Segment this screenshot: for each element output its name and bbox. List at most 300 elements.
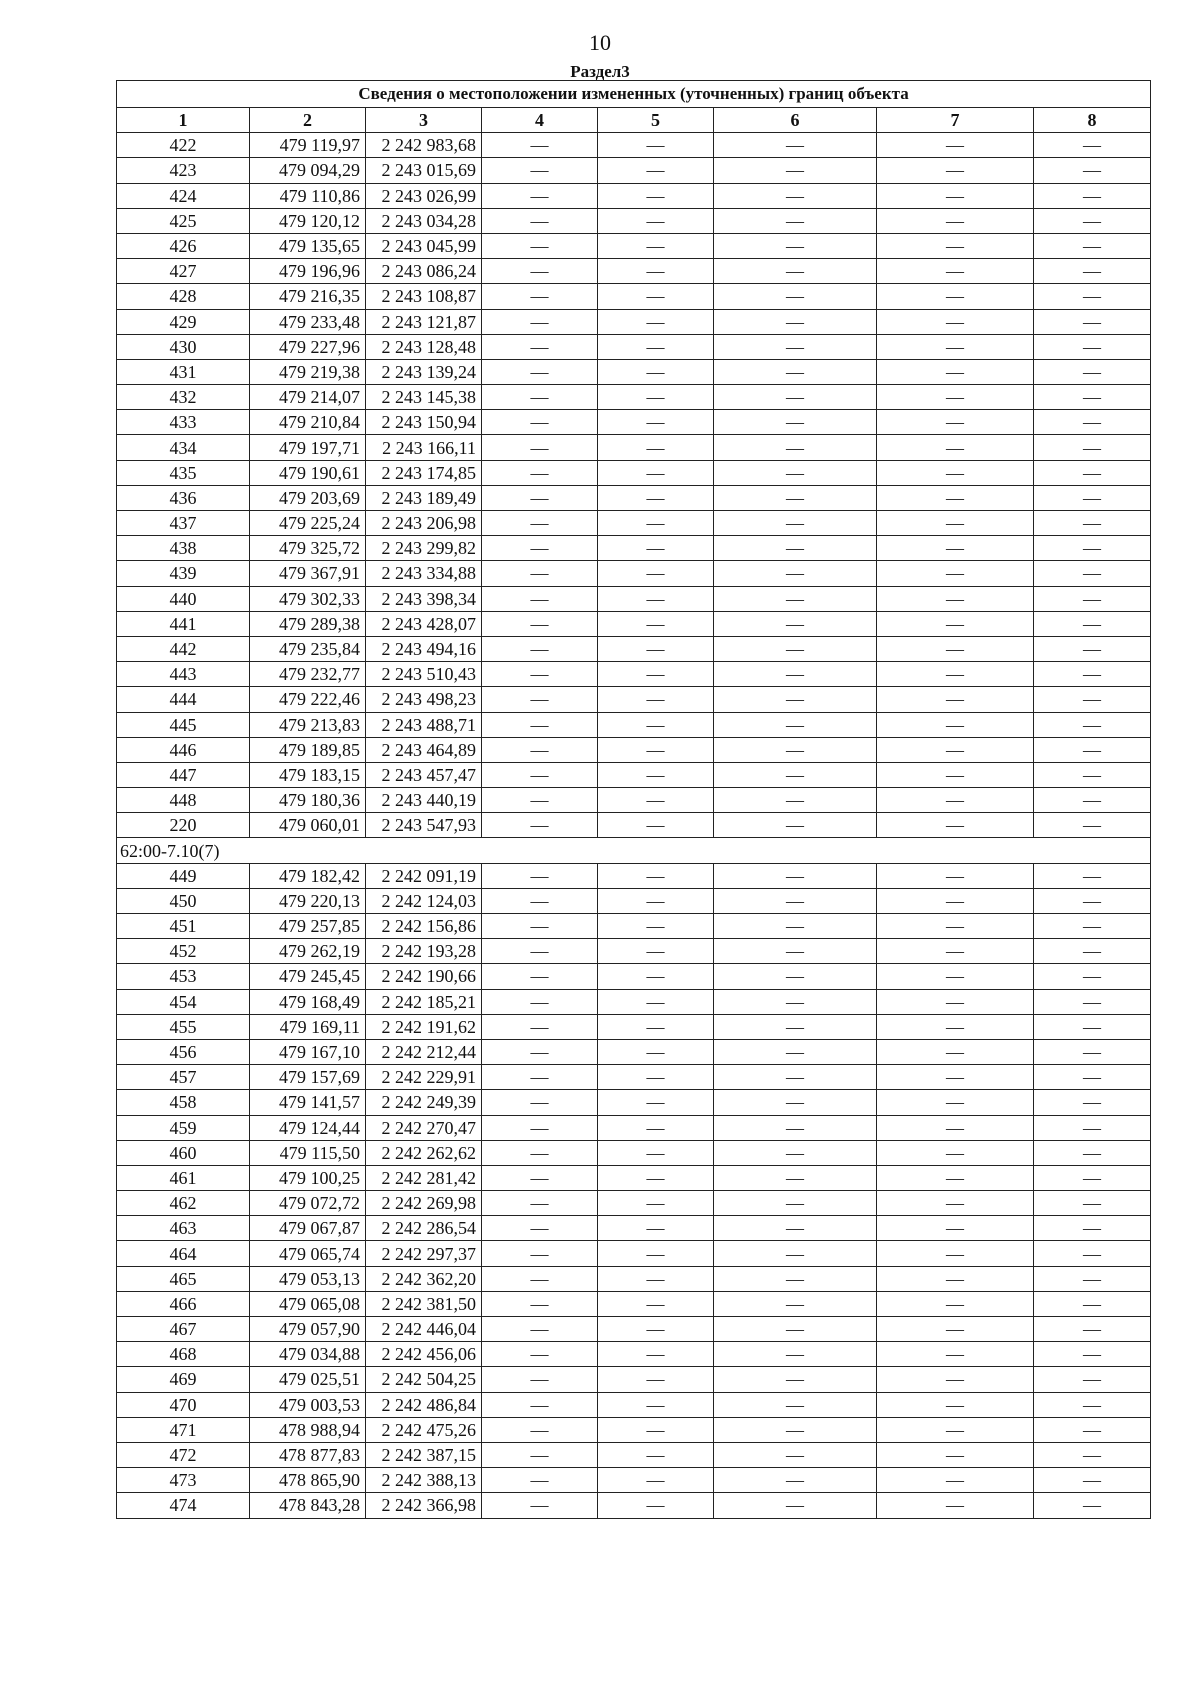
empty-value-cell: — [714, 888, 877, 913]
empty-value-cell: — [482, 309, 598, 334]
empty-value-cell: — [714, 1039, 877, 1064]
point-number-cell: 468 [117, 1342, 250, 1367]
empty-value-cell: — [482, 863, 598, 888]
empty-value-cell: — [877, 762, 1034, 787]
empty-value-cell: — [714, 485, 877, 510]
empty-value-cell: — [877, 158, 1034, 183]
empty-value-cell: — [598, 687, 714, 712]
point-number-cell: 464 [117, 1241, 250, 1266]
empty-value-cell: — [1034, 133, 1151, 158]
y-coordinate-cell: 2 242 124,03 [366, 888, 482, 913]
empty-value-cell: — [482, 1065, 598, 1090]
point-number-cell: 473 [117, 1468, 250, 1493]
table-row [117, 511, 1151, 536]
empty-value-cell: — [598, 813, 714, 838]
empty-value-cell: — [1034, 259, 1151, 284]
x-coordinate-cell: 479 196,96 [250, 259, 366, 284]
point-number-cell: 431 [117, 359, 250, 384]
point-number-cell: 467 [117, 1317, 250, 1342]
empty-value-cell: — [877, 460, 1034, 485]
y-coordinate-cell: 2 242 446,04 [366, 1317, 482, 1342]
empty-value-cell: — [877, 863, 1034, 888]
y-coordinate-cell: 2 243 457,47 [366, 762, 482, 787]
x-coordinate-cell: 479 003,53 [250, 1392, 366, 1417]
empty-value-cell: — [482, 586, 598, 611]
table-caption: Сведения о местоположении измененных (уточненных) границ объекта [117, 81, 1151, 108]
y-coordinate-cell: 2 243 121,87 [366, 309, 482, 334]
empty-value-cell: — [877, 687, 1034, 712]
point-number-cell: 461 [117, 1165, 250, 1190]
empty-value-cell: — [598, 939, 714, 964]
x-coordinate-cell: 479 222,46 [250, 687, 366, 712]
empty-value-cell: — [1034, 636, 1151, 661]
y-coordinate-cell: 2 243 299,82 [366, 536, 482, 561]
table-row [117, 1014, 1151, 1039]
empty-value-cell: — [877, 1442, 1034, 1467]
empty-value-cell: — [877, 989, 1034, 1014]
empty-value-cell: — [598, 284, 714, 309]
table-row [117, 687, 1151, 712]
x-coordinate-cell: 479 216,35 [250, 284, 366, 309]
x-coordinate-cell: 479 167,10 [250, 1039, 366, 1064]
y-coordinate-cell: 2 242 262,62 [366, 1140, 482, 1165]
empty-value-cell: — [598, 1165, 714, 1190]
x-coordinate-cell: 479 225,24 [250, 511, 366, 536]
empty-value-cell: — [877, 813, 1034, 838]
point-number-cell: 465 [117, 1266, 250, 1291]
column-header: 8 [1034, 108, 1151, 133]
y-coordinate-cell: 2 242 190,66 [366, 964, 482, 989]
x-coordinate-cell: 479 025,51 [250, 1367, 366, 1392]
table-row [117, 183, 1151, 208]
empty-value-cell: — [598, 359, 714, 384]
y-coordinate-cell: 2 243 488,71 [366, 712, 482, 737]
table-row [117, 158, 1151, 183]
point-number-cell: 459 [117, 1115, 250, 1140]
table-row [117, 410, 1151, 435]
x-coordinate-cell: 479 220,13 [250, 888, 366, 913]
y-coordinate-cell: 2 243 494,16 [366, 636, 482, 661]
empty-value-cell: — [714, 385, 877, 410]
empty-value-cell: — [482, 1442, 598, 1467]
point-number-cell: 426 [117, 233, 250, 258]
empty-value-cell: — [1034, 1140, 1151, 1165]
empty-value-cell: — [714, 1342, 877, 1367]
empty-value-cell: — [877, 536, 1034, 561]
table-row [117, 233, 1151, 258]
empty-value-cell: — [1034, 511, 1151, 536]
empty-value-cell: — [598, 183, 714, 208]
x-coordinate-cell: 479 302,33 [250, 586, 366, 611]
empty-value-cell: — [598, 662, 714, 687]
point-number-cell: 456 [117, 1039, 250, 1064]
y-coordinate-cell: 2 243 166,11 [366, 435, 482, 460]
point-number-cell: 462 [117, 1191, 250, 1216]
empty-value-cell: — [877, 586, 1034, 611]
empty-value-cell: — [714, 586, 877, 611]
empty-value-cell: — [1034, 1191, 1151, 1216]
point-number-cell: 441 [117, 611, 250, 636]
empty-value-cell: — [482, 762, 598, 787]
point-number-cell: 463 [117, 1216, 250, 1241]
empty-value-cell: — [714, 158, 877, 183]
table-row [117, 1417, 1151, 1442]
empty-value-cell: — [877, 1241, 1034, 1266]
table-row [117, 334, 1151, 359]
empty-value-cell: — [1034, 183, 1151, 208]
empty-value-cell: — [714, 762, 877, 787]
empty-value-cell: — [598, 133, 714, 158]
point-number-cell: 429 [117, 309, 250, 334]
empty-value-cell: — [1034, 1266, 1151, 1291]
y-coordinate-cell: 2 243 174,85 [366, 460, 482, 485]
empty-value-cell: — [714, 233, 877, 258]
empty-value-cell: — [877, 485, 1034, 510]
empty-value-cell: — [714, 1392, 877, 1417]
empty-value-cell: — [598, 460, 714, 485]
table-row [117, 813, 1151, 838]
y-coordinate-cell: 2 243 045,99 [366, 233, 482, 258]
empty-value-cell: — [714, 1468, 877, 1493]
table-row [117, 737, 1151, 762]
empty-value-cell: — [877, 511, 1034, 536]
empty-value-cell: — [598, 1191, 714, 1216]
y-coordinate-cell: 2 243 206,98 [366, 511, 482, 536]
empty-value-cell: — [1034, 334, 1151, 359]
empty-value-cell: — [1034, 410, 1151, 435]
table-row [117, 1039, 1151, 1064]
empty-value-cell: — [598, 1065, 714, 1090]
empty-value-cell: — [877, 435, 1034, 460]
empty-value-cell: — [714, 334, 877, 359]
empty-value-cell: — [1034, 1367, 1151, 1392]
point-number-cell: 474 [117, 1493, 250, 1518]
empty-value-cell: — [714, 1165, 877, 1190]
table-row [117, 611, 1151, 636]
column-header: 5 [598, 108, 714, 133]
y-coordinate-cell: 2 243 189,49 [366, 485, 482, 510]
empty-value-cell: — [1034, 1216, 1151, 1241]
empty-value-cell: — [714, 183, 877, 208]
x-coordinate-cell: 479 210,84 [250, 410, 366, 435]
y-coordinate-cell: 2 243 428,07 [366, 611, 482, 636]
empty-value-cell: — [598, 1468, 714, 1493]
x-coordinate-cell: 479 235,84 [250, 636, 366, 661]
empty-value-cell: — [482, 687, 598, 712]
empty-value-cell: — [482, 939, 598, 964]
empty-value-cell: — [877, 1342, 1034, 1367]
empty-value-cell: — [598, 536, 714, 561]
table-row [117, 1367, 1151, 1392]
empty-value-cell: — [482, 712, 598, 737]
empty-value-cell: — [1034, 737, 1151, 762]
point-number-cell: 447 [117, 762, 250, 787]
table-row [117, 914, 1151, 939]
empty-value-cell: — [598, 762, 714, 787]
empty-value-cell: — [598, 1140, 714, 1165]
empty-value-cell: — [714, 662, 877, 687]
empty-value-cell: — [877, 1090, 1034, 1115]
x-coordinate-cell: 479 367,91 [250, 561, 366, 586]
x-coordinate-cell: 478 843,28 [250, 1493, 366, 1518]
empty-value-cell: — [482, 1014, 598, 1039]
empty-value-cell: — [482, 183, 598, 208]
empty-value-cell: — [598, 1392, 714, 1417]
empty-value-cell: — [482, 334, 598, 359]
x-coordinate-cell: 479 197,71 [250, 435, 366, 460]
empty-value-cell: — [598, 410, 714, 435]
empty-value-cell: — [877, 1291, 1034, 1316]
empty-value-cell: — [1034, 435, 1151, 460]
y-coordinate-cell: 2 243 108,87 [366, 284, 482, 309]
empty-value-cell: — [1034, 888, 1151, 913]
empty-value-cell: — [482, 259, 598, 284]
point-number-cell: 450 [117, 888, 250, 913]
table-row [117, 1241, 1151, 1266]
empty-value-cell: — [482, 1165, 598, 1190]
empty-value-cell: — [482, 1266, 598, 1291]
empty-value-cell: — [1034, 1291, 1151, 1316]
empty-value-cell: — [1034, 485, 1151, 510]
table-row [117, 1065, 1151, 1090]
empty-value-cell: — [877, 233, 1034, 258]
table-row [117, 586, 1151, 611]
y-coordinate-cell: 2 242 366,98 [366, 1493, 482, 1518]
y-coordinate-cell: 2 242 270,47 [366, 1115, 482, 1140]
empty-value-cell: — [1034, 561, 1151, 586]
empty-value-cell: — [598, 712, 714, 737]
table-row [117, 359, 1151, 384]
empty-value-cell: — [877, 636, 1034, 661]
x-coordinate-cell: 479 219,38 [250, 359, 366, 384]
empty-value-cell: — [714, 1291, 877, 1316]
empty-value-cell: — [598, 435, 714, 460]
point-number-cell: 469 [117, 1367, 250, 1392]
point-number-cell: 220 [117, 813, 250, 838]
empty-value-cell: — [714, 687, 877, 712]
empty-value-cell: — [598, 233, 714, 258]
empty-value-cell: — [598, 863, 714, 888]
table-row [117, 1291, 1151, 1316]
empty-value-cell: — [1034, 611, 1151, 636]
empty-value-cell: — [1034, 1417, 1151, 1442]
y-coordinate-cell: 2 242 486,84 [366, 1392, 482, 1417]
empty-value-cell: — [1034, 233, 1151, 258]
table-row [117, 964, 1151, 989]
empty-value-cell: — [598, 1342, 714, 1367]
table-row [117, 1191, 1151, 1216]
empty-value-cell: — [877, 385, 1034, 410]
empty-value-cell: — [598, 1417, 714, 1442]
empty-value-cell: — [714, 511, 877, 536]
empty-value-cell: — [1034, 1065, 1151, 1090]
table-row [117, 1216, 1151, 1241]
empty-value-cell: — [714, 435, 877, 460]
y-coordinate-cell: 2 242 091,19 [366, 863, 482, 888]
y-coordinate-cell: 2 242 983,68 [366, 133, 482, 158]
empty-value-cell: — [598, 636, 714, 661]
empty-value-cell: — [714, 561, 877, 586]
empty-value-cell: — [714, 964, 877, 989]
table-row [117, 1090, 1151, 1115]
y-coordinate-cell: 2 243 150,94 [366, 410, 482, 435]
y-coordinate-cell: 2 242 297,37 [366, 1241, 482, 1266]
point-number-cell: 442 [117, 636, 250, 661]
empty-value-cell: — [877, 1065, 1034, 1090]
table-row [117, 1392, 1151, 1417]
empty-value-cell: — [1034, 863, 1151, 888]
empty-value-cell: — [1034, 1468, 1151, 1493]
empty-value-cell: — [482, 435, 598, 460]
empty-value-cell: — [598, 1014, 714, 1039]
column-header: 1 [117, 108, 250, 133]
empty-value-cell: — [714, 1241, 877, 1266]
y-coordinate-cell: 2 242 381,50 [366, 1291, 482, 1316]
point-number-cell: 471 [117, 1417, 250, 1442]
empty-value-cell: — [482, 1291, 598, 1316]
column-header: 6 [714, 108, 877, 133]
empty-value-cell: — [714, 737, 877, 762]
y-coordinate-cell: 2 242 456,06 [366, 1342, 482, 1367]
point-number-cell: 428 [117, 284, 250, 309]
empty-value-cell: — [598, 1442, 714, 1467]
empty-value-cell: — [714, 133, 877, 158]
empty-value-cell: — [1034, 536, 1151, 561]
x-coordinate-cell: 479 183,15 [250, 762, 366, 787]
empty-value-cell: — [714, 1266, 877, 1291]
x-coordinate-cell: 479 233,48 [250, 309, 366, 334]
empty-value-cell: — [714, 1417, 877, 1442]
empty-value-cell: — [714, 410, 877, 435]
empty-value-cell: — [598, 259, 714, 284]
y-coordinate-cell: 2 243 034,28 [366, 208, 482, 233]
empty-value-cell: — [482, 511, 598, 536]
x-coordinate-cell: 479 057,90 [250, 1317, 366, 1342]
table-row [117, 1442, 1151, 1467]
empty-value-cell: — [482, 1140, 598, 1165]
empty-value-cell: — [714, 1115, 877, 1140]
point-number-cell: 452 [117, 939, 250, 964]
empty-value-cell: — [877, 888, 1034, 913]
empty-value-cell: — [1034, 762, 1151, 787]
point-number-cell: 449 [117, 863, 250, 888]
empty-value-cell: — [877, 1266, 1034, 1291]
empty-value-cell: — [714, 712, 877, 737]
x-coordinate-cell: 479 053,13 [250, 1266, 366, 1291]
point-number-cell: 445 [117, 712, 250, 737]
point-number-cell: 466 [117, 1291, 250, 1316]
empty-value-cell: — [877, 133, 1034, 158]
empty-value-cell: — [1034, 1090, 1151, 1115]
y-coordinate-cell: 2 243 128,48 [366, 334, 482, 359]
y-coordinate-cell: 2 242 191,62 [366, 1014, 482, 1039]
table-row [117, 259, 1151, 284]
x-coordinate-cell: 479 180,36 [250, 788, 366, 813]
y-coordinate-cell: 2 243 145,38 [366, 385, 482, 410]
empty-value-cell: — [598, 737, 714, 762]
empty-value-cell: — [1034, 1241, 1151, 1266]
empty-value-cell: — [714, 863, 877, 888]
empty-value-cell: — [598, 1317, 714, 1342]
x-coordinate-cell: 479 034,88 [250, 1342, 366, 1367]
empty-value-cell: — [1034, 1014, 1151, 1039]
empty-value-cell: — [598, 964, 714, 989]
y-coordinate-cell: 2 242 193,28 [366, 939, 482, 964]
empty-value-cell: — [1034, 309, 1151, 334]
point-number-cell: 427 [117, 259, 250, 284]
empty-value-cell: — [482, 133, 598, 158]
empty-value-cell: — [877, 1191, 1034, 1216]
column-header: 7 [877, 108, 1034, 133]
point-number-cell: 423 [117, 158, 250, 183]
x-coordinate-cell: 479 203,69 [250, 485, 366, 510]
empty-value-cell: — [482, 964, 598, 989]
column-header: 4 [482, 108, 598, 133]
table-row [117, 385, 1151, 410]
x-coordinate-cell: 479 168,49 [250, 989, 366, 1014]
empty-value-cell: — [1034, 586, 1151, 611]
y-coordinate-cell: 2 242 504,25 [366, 1367, 482, 1392]
point-number-cell: 454 [117, 989, 250, 1014]
point-number-cell: 444 [117, 687, 250, 712]
y-coordinate-cell: 2 243 334,88 [366, 561, 482, 586]
empty-value-cell: — [598, 1216, 714, 1241]
empty-value-cell: — [482, 1191, 598, 1216]
point-number-cell: 432 [117, 385, 250, 410]
empty-value-cell: — [482, 1115, 598, 1140]
x-coordinate-cell: 479 110,86 [250, 183, 366, 208]
point-number-cell: 457 [117, 1065, 250, 1090]
table-row [117, 662, 1151, 687]
empty-value-cell: — [1034, 1039, 1151, 1064]
empty-value-cell: — [598, 1367, 714, 1392]
point-number-cell: 460 [117, 1140, 250, 1165]
empty-value-cell: — [877, 208, 1034, 233]
y-coordinate-cell: 2 242 388,13 [366, 1468, 482, 1493]
column-header: 3 [366, 108, 482, 133]
empty-value-cell: — [482, 385, 598, 410]
empty-value-cell: — [877, 1216, 1034, 1241]
empty-value-cell: — [482, 1241, 598, 1266]
x-coordinate-cell: 479 325,72 [250, 536, 366, 561]
empty-value-cell: — [482, 158, 598, 183]
y-coordinate-cell: 2 243 398,34 [366, 586, 482, 611]
point-number-cell: 443 [117, 662, 250, 687]
empty-value-cell: — [598, 1115, 714, 1140]
empty-value-cell: — [482, 233, 598, 258]
y-coordinate-cell: 2 242 362,20 [366, 1266, 482, 1291]
table-row [117, 636, 1151, 661]
empty-value-cell: — [714, 939, 877, 964]
column-header-row [117, 108, 1151, 133]
point-number-cell: 438 [117, 536, 250, 561]
empty-value-cell: — [877, 737, 1034, 762]
empty-value-cell: — [482, 1342, 598, 1367]
empty-value-cell: — [598, 1493, 714, 1518]
empty-value-cell: — [482, 662, 598, 687]
empty-value-cell: — [482, 1468, 598, 1493]
empty-value-cell: — [482, 914, 598, 939]
empty-value-cell: — [598, 208, 714, 233]
table-row [117, 1115, 1151, 1140]
empty-value-cell: — [714, 813, 877, 838]
x-coordinate-cell: 479 289,38 [250, 611, 366, 636]
empty-value-cell: — [877, 788, 1034, 813]
point-number-cell: 458 [117, 1090, 250, 1115]
x-coordinate-cell: 479 262,19 [250, 939, 366, 964]
y-coordinate-cell: 2 243 547,93 [366, 813, 482, 838]
empty-value-cell: — [877, 334, 1034, 359]
